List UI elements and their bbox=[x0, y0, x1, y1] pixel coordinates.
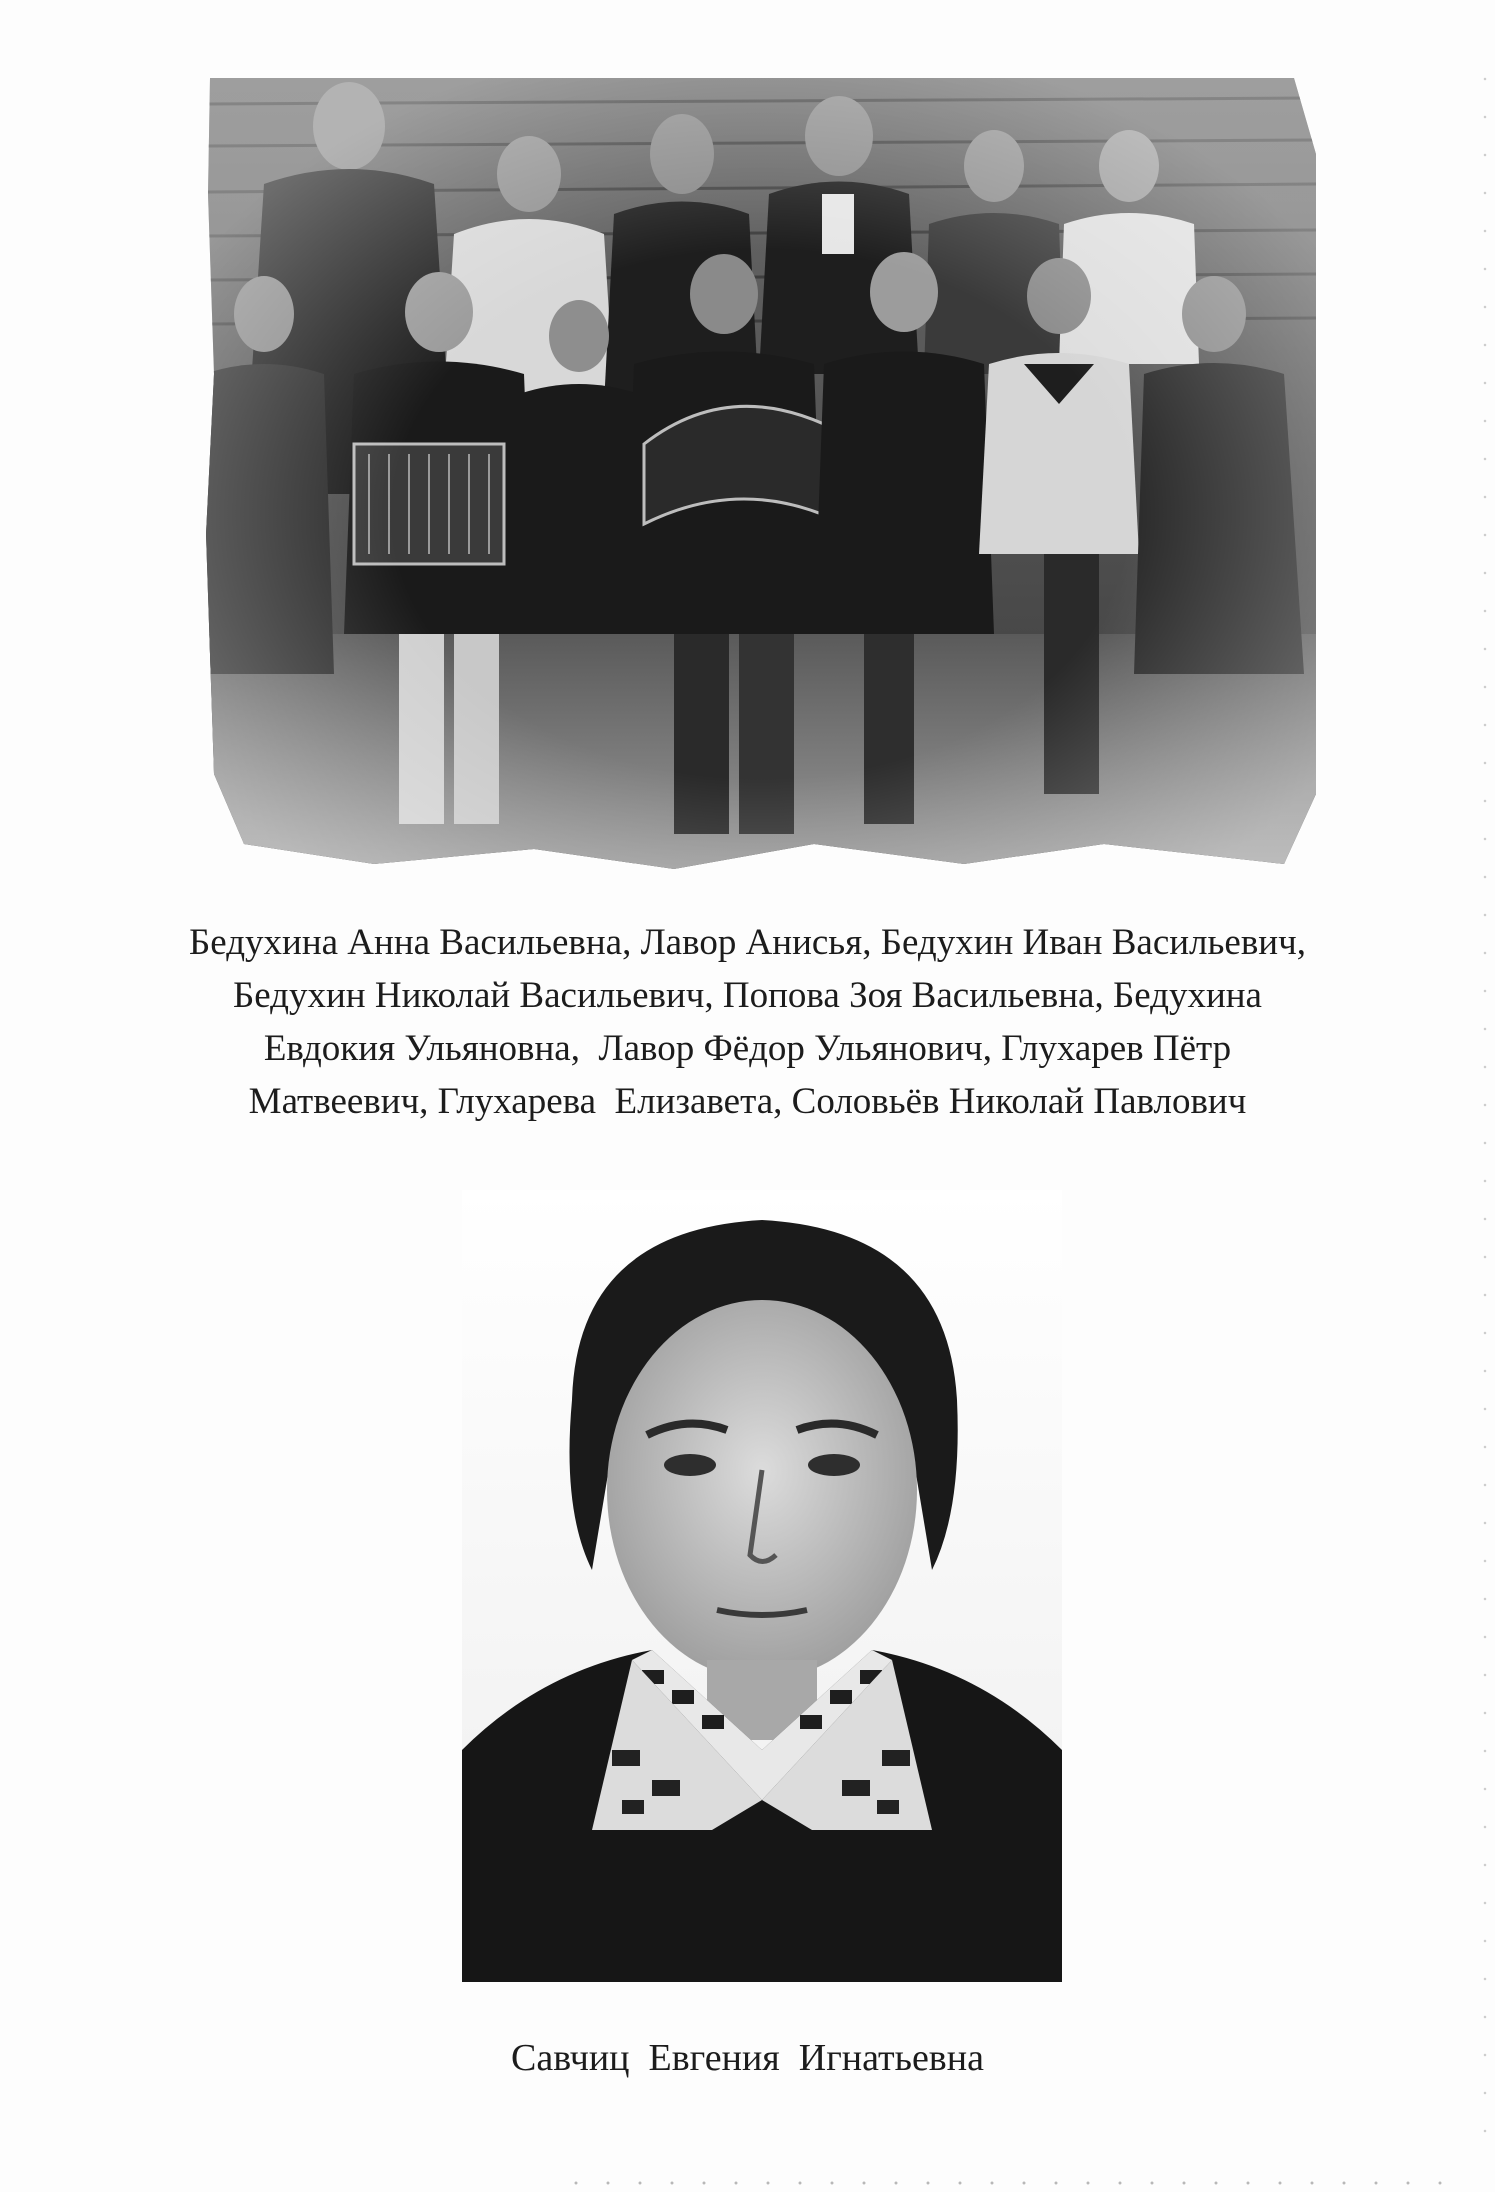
caption-line: Бедухин Николай Васильевич, Попова Зоя Васильевна, Бедухина bbox=[233, 975, 1262, 1016]
caption-line: Евдокия Ульяновна, Лавор Фёдор Ульянович, Глухарев Пётр bbox=[263, 1028, 1232, 1069]
group-photo bbox=[204, 74, 1318, 874]
scan-edge-artifact bbox=[1483, 60, 1487, 2140]
portrait-caption: Савчиц Евгения Игнатьевна bbox=[511, 2037, 984, 2079]
scan-bottom-artifact bbox=[560, 2180, 1460, 2186]
caption-line: Матвеевич, Глухарева Елизавета, Соловьёв Николай Павлович bbox=[248, 1081, 1247, 1122]
caption-line: Бедухина Анна Васильевна, Лавор Анисья, Бедухин Иван Васильевич, bbox=[189, 922, 1306, 963]
portrait-photo bbox=[462, 1190, 1062, 1982]
group-photo-caption bbox=[60, 916, 1435, 1128]
